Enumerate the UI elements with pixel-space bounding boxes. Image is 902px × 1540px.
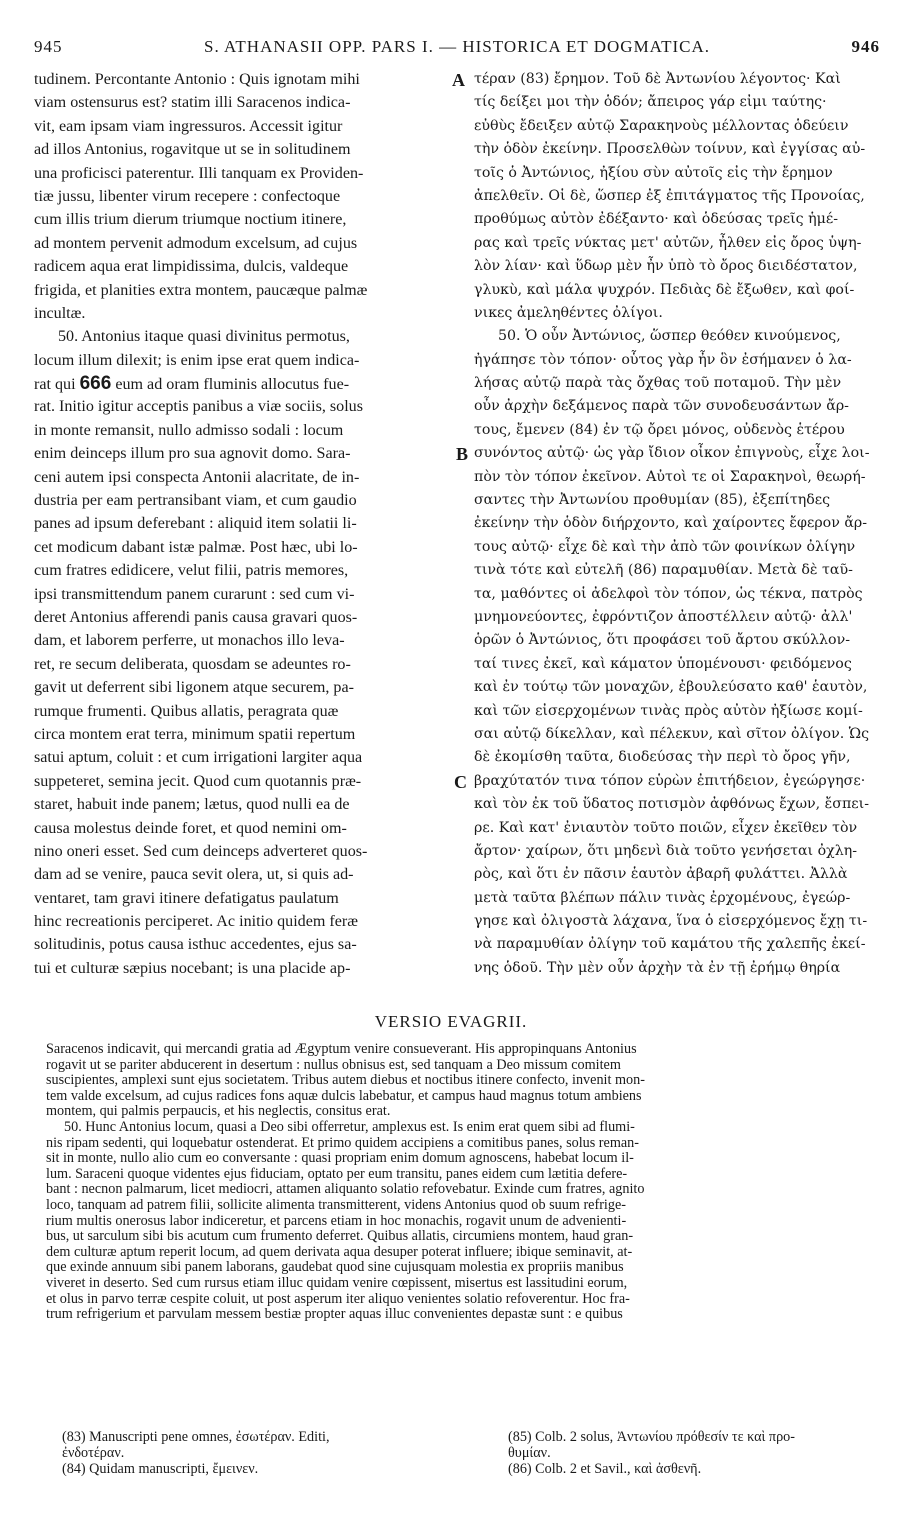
footnote-line: (83) Manuscripti pene omnes, ἐσωτέραν. Editi, <box>62 1429 330 1445</box>
greek-line: νης ὁδοῦ. Τὴν μὲν οὖν ἀρχὴν τὰ ἐν τῇ ἐρήμῳ θηρία <box>474 959 841 976</box>
versio-line: sit in monte, nullo alio cum eo conversante : quasi propriam enim domum agnoscens, habebat locum il- <box>46 1151 634 1167</box>
greek-line: πὸν τὸν τόπον ἐκεῖνον. Αὐτοὶ τε οἱ Σαρακηνοὶ, θεωρή- <box>474 468 866 485</box>
versio-line: montem, qui palmis perpaucis, et his neglectis, consitus erat. <box>46 1104 391 1120</box>
greek-line: 50. Ὁ οὖν Ἀντώνιος, ὥσπερ θεόθεν κινούμενος, <box>498 328 841 345</box>
latin-line: frigida, et planities extra montem, paucæque palmæ <box>34 281 368 299</box>
latin-line-with-column-number <box>34 372 454 395</box>
latin-line: cum illis trium dierum triumque noctium itinere, <box>34 211 347 229</box>
greek-line: τὴν ὁδὸν ἐκείνην. Προσελθὼν τοίνυν, καὶ ἐγγίσας αὐ- <box>474 141 866 158</box>
footnote-line: ἐνδοτέραν. <box>62 1445 125 1461</box>
latin-line: dam, et laborem perferre, ut monachos illo leva- <box>34 632 345 650</box>
greek-line: τινὰ τότε καὶ εὐτελῆ (86) παραμυθίαν. Μετὰ δὲ ταῦ- <box>474 562 853 579</box>
greek-line: προθύμως αὐτὸν ἐδέξαντο· καὶ ὁδεύσας τρεῖς ἡμέ- <box>474 211 839 228</box>
greek-line: οὖν ἀρχὴν δεξάμενος παρὰ τῶν συνοδευσάντων ἄρ- <box>474 398 849 415</box>
greek-line: καὶ ἐν τούτῳ τῶν μοναχῶν, ἐβουλεύσατο καθ' ἑαυτὸν, <box>474 679 868 696</box>
latin-line: enim deinceps illum pro sua agnovit domo. Sara- <box>34 445 351 463</box>
greek-column <box>474 68 884 980</box>
greek-line: ἐκείνην τὴν ὁδὸν διήρχοντο, καὶ χαίροντες ἔφερον ἄρ- <box>474 515 868 532</box>
versio-line: tem valde excelsum, ad cujus radices fons aquæ dulcis labebatur, et campus haud magnus totum ambiens <box>46 1088 642 1104</box>
versio-line: dem culturæ aptum reperit locum, ad quem derivata aqua desuper poterat influere; ibique seminavit, at- <box>46 1244 633 1260</box>
versio-line: Saracenos indicavit, qui mercandi gratia ad Ægyptum venire consueverant. His appropinquans Antonius <box>46 1042 637 1057</box>
latin-line: dustria per eam pertransibant viam, et cum gaudio <box>34 492 357 510</box>
footnote-line: (85) Colb. 2 solus, Ἀντωνίου πρόθεσίν τε καὶ προ- <box>508 1429 795 1445</box>
latin-line: cet modicum dabant istæ palmæ. Post hæc, ubi lo- <box>34 538 358 556</box>
latin-line: hinc recreationis perciperet. Ac initio quidem feræ <box>34 913 358 931</box>
versio-line: loco, tanquam ad patrem filii, sollicite alimenta transmitterent, videns Antonius quod ob suum refrige- <box>46 1197 626 1213</box>
latin-line: ventaret, tam gravi itinere defatigatus paulatum <box>34 889 339 907</box>
margin-letter-b: B <box>456 444 469 464</box>
greek-line: τίς δείξει μοι τὴν ὁδόν; ἄπειρος γάρ εἰμι ταύτης· <box>474 94 827 111</box>
greek-line: ὁρῶν ὁ Ἀντώνιος, ὅτι προφάσει τοῦ ἄρτου σκύλλον- <box>474 632 851 649</box>
latin-line: ret, re secum deliberata, quosdam se adeuntes ro- <box>34 655 351 673</box>
greek-line: τους, ἔμενεν (84) ἐν τῷ ὄρει μόνος, οὐδενὸς ἑτέρου <box>474 421 845 438</box>
latin-line: nino oneri esset. Sed cum deinceps adverteret quos- <box>34 842 368 860</box>
greek-line: ταί τινες ἐκεῖ, καὶ κάματον ὑπομένουσι· φειδόμενος <box>474 655 852 672</box>
versio-line: que exinde annuum sibi panem laborans, gaudebat quod sine cujusquam molestia ex propriis manibus <box>46 1260 624 1276</box>
latin-line: cum fratres edidicere, velut filii, patris memores, <box>34 562 349 580</box>
greek-line: βραχύτατόν τινα τόπον εὑρὼν ἐπιτήδειον, ἐγεώργησε· <box>474 772 866 789</box>
latin-line: ceni autem ipsi conspecta Antonii alacritate, de in- <box>34 468 360 486</box>
latin-line: circa montem erat terra, minimum spatii repertum <box>34 725 356 743</box>
latin-column <box>34 68 454 980</box>
greek-line: ἠγάπησε τὸν τόπον· οὗτος γὰρ ἦν ὃν ἐσήμανεν ὁ λα- <box>474 351 852 368</box>
footnote-line: (86) Colb. 2 et Savil., καὶ ἀσθενῆ. <box>508 1461 702 1477</box>
greek-line: μνημονεύοντες, ἐφρόντιζον ἀποστέλλειν αὐτῷ· ἀλλ' <box>474 608 853 625</box>
page-number-right: 946 <box>851 37 880 56</box>
greek-line: τοῖς ὁ Ἀντώνιος, ἠξίου σὺν αὐτοῖς εἰς τὴν ἔρημον <box>474 164 833 181</box>
greek-line: μετὰ ταῦτα βλέπων πάλιν τινὰς ἐρχομένους, ἐγεώρ- <box>474 889 851 906</box>
latin-line: causa molestus deinde foret, et quod nemini om- <box>34 819 347 837</box>
latin-line: solitudinis, potus causa isthuc accedentes, ejus sa- <box>34 936 357 954</box>
greek-line: ρὸς, καὶ ὅτι ἐν πᾶσιν ἑαυτὸν ἀβαρῆ φυλάττει. Ἀλλὰ <box>474 866 848 883</box>
margin-letter-c: C <box>454 772 467 792</box>
latin-line: gavit ut deferrent sibi ligonem atque securem, pa- <box>34 679 354 697</box>
greek-line: τους αὐτῷ· εἶχε δὲ καὶ τὴν ἀπὸ τῶν φοινίκων ὀλίγην <box>474 538 856 555</box>
latin-line: rat. Initio igitur acceptis panibus a viæ sociis, solus <box>34 398 363 416</box>
versio-line: suscipientes, amplexi sunt ejus societatem. Tribus autem diebus et noctibus itinere confecto, invenit mon- <box>46 1073 645 1089</box>
greek-line: σαντες τὴν Ἀντωνίου προθυμίαν (85), ἐξεπίτηδες <box>474 492 831 509</box>
latin-line: incultæ. <box>34 304 86 322</box>
versio-line: bant : necnon palmarum, licet mediocri, attamen aliquanto solatio refovebatur. Exinde cum fratres, agnito <box>46 1182 645 1198</box>
greek-line: ρε. Καὶ κατ' ἐνιαυτὸν τοῦτο ποιῶν, εἶχεν ἐκεῖθεν τὸν <box>474 819 858 836</box>
greek-line: καὶ τὸν ἐκ τοῦ ὕδατος ποτισμὸν ἀφθόνως ἔχων, ἔσπει- <box>474 796 870 813</box>
latin-line: ipsi transmittendum panem curarunt : sed cum vi- <box>34 585 355 603</box>
versio-line: rium multis onerosus labor indiceretur, et parcens etiam in hoc monachis, rogavit unum de advenienti- <box>46 1213 627 1229</box>
versio-line: viveret in deserto. Sed cum rursus etiam illuc quidam venire cœpissent, misertus est lassitudini eorum, <box>46 1275 628 1291</box>
running-head <box>34 36 880 58</box>
running-title: S. ATHANASII OPP. PARS I. — HISTORICA ET DOGMATICA. <box>204 37 710 56</box>
greek-line: λήσας αὐτῷ παρὰ τὰς ὄχθας τοῦ ποταμοῦ. Τὴν μὲν <box>474 375 842 392</box>
greek-line: συνόντος αὐτῷ· ὡς γὰρ ἴδιον οἶκον ἐπιγνοὺς, εἶχε λοι- <box>474 445 870 462</box>
latin-line: tiæ jussu, libenter virum recepere : confectoque <box>34 187 341 205</box>
section-title: VERSIO EVAGRII. <box>374 1012 528 1031</box>
greek-line: σαι αὐτῷ δίκελλαν, καὶ πέλεκυν, καὶ σῖτον ὀλίγον. Ὡς <box>474 725 870 742</box>
latin-line: viam ostensurus est? statim illi Saracenos indica- <box>34 94 351 112</box>
greek-line: τέραν (83) ἔρημον. Τοῦ δὲ Ἀντωνίου λέγοντος· Καὶ <box>474 71 841 87</box>
greek-line: γησε καὶ ὀλιγοστὰ λάχανα, ἵνα ὁ εἰσερχόμενος ἔχῃ τι- <box>474 913 868 930</box>
greek-line: νικες ἀμεληθέντες ὀλίγοι. <box>474 304 663 321</box>
latin-line: 50. Antonius itaque quasi divinitus permotus, <box>58 328 350 346</box>
versio-line: trum refrigerium et parvulam messem bestiæ propter aquas illuc convenientes depastæ sunt : e quibus <box>46 1307 623 1323</box>
latin-line: radicem aqua erat limpidissima, dulcis, valdeque <box>34 258 349 276</box>
greek-line: ἄρτον· χαίρων, ὅτι μηδενὶ διὰ τοῦτο γενήσεται ὀχλη- <box>474 842 858 859</box>
greek-line: ρας καὶ τρεῖς νύκτας μετ' αὐτῶν, ἦλθεν εἰς ὄρος ὑψη- <box>474 234 862 251</box>
footnotes-right <box>508 1429 888 1477</box>
greek-line: εὐθὺς ἔδειξεν αὐτῷ Σαρακηνοὺς μέλλοντας ὁδεύειν <box>474 117 849 134</box>
latin-line: satui aptum, coluit : et cum irrigationi largiter aqua <box>34 749 363 767</box>
latin-line: staret, habuit inde panem; lætus, quod nulli ea de <box>34 796 350 814</box>
latin-line: in monte remansit, nullo admisso sodali : locum <box>34 421 344 439</box>
latin-line: dam ad se venire, pauca sevit olera, ut, si quis ad- <box>34 866 354 884</box>
greek-line: λὸν λίαν· καὶ ὕδωρ μὲν ἦν ὑπὸ τὸ ὄρος διειδέστατον, <box>474 258 858 275</box>
versio-line: bus, ut sarculum sibi bis acutum cum frumento deferret. Quibus allatis, circumiens montem, haud gran- <box>46 1229 634 1245</box>
column-number: 666 <box>79 373 112 395</box>
versio-line: 50. Hunc Antonius locum, quasi a Deo sibi offerretur, amplexus est. Is enim erat quem sibi ad flumi- <box>64 1119 635 1135</box>
latin-line: ad montem pervenit admodum excelsum, ad cujus <box>34 234 358 252</box>
latin-line: vit, eam ipsam viam ingressuros. Accessit igitur <box>34 117 343 135</box>
greek-line: γλυκὺ, καὶ μάλα ψυχρόν. Πεδιὰς δὲ ἔξωθεν, καὶ φοί- <box>474 281 855 298</box>
greek-line: δὲ ἐκομίσθη ταῦτα, διοδεύσας τὴν περὶ τὸ ὄρος γῆν, <box>474 749 851 766</box>
latin-line: suppeteret, semina jecit. Quod cum quotannis præ- <box>34 772 362 790</box>
page-number-left: 945 <box>34 37 63 56</box>
versio-line: rogavit ut se pariter abducerent in desertum : nullus obnisus est, sed tanquam a Deo missum comitem <box>46 1057 621 1073</box>
latin-line: tudinem. Percontante Antonio : Quis ignotam mihi <box>34 71 360 88</box>
latin-line: una proficisci paterentur. Illi tanquam ex Providen- <box>34 164 364 182</box>
latin-line: rumque frumenti. Quibus allatis, peragrata quæ <box>34 702 339 720</box>
greek-line: νὰ παραμυθίαν ὀλίγην τοῦ καμάτου τῆς χαλεπῆς ἐκεί- <box>474 936 866 953</box>
greek-line: ἀπελθεῖν. Οἱ δὲ, ὥσπερ ἐξ ἐπιτάγματος τῆς Προνοίας, <box>474 187 865 204</box>
margin-letter-a: A <box>452 70 465 90</box>
latin-line: panes ad ipsum deferebant : aliquid item solatii li- <box>34 515 357 533</box>
latin-line: deret Antonius afferendi panis causa gravari quos- <box>34 608 358 626</box>
greek-line: τα, μαθόντες οἱ ἀδελφοὶ τὸν τόπον, ὡς τέκνα, πατρὸς <box>474 585 863 602</box>
versio-evagrii-text <box>46 1042 886 1323</box>
footnote-line: θυμίαν. <box>508 1445 551 1461</box>
versio-line: lum. Saraceni quoque videntes ejus fiduciam, optato per eum transitu, panes eidem cum lætitia defere- <box>46 1166 628 1182</box>
versio-line: et olus in parvo terræ cespite coluit, ut post asperum iter aliquo venientes solatio refoverentur. Hoc fra- <box>46 1291 630 1307</box>
latin-line: tui et culturæ sæpius nocebant; is una placide ap- <box>34 959 351 977</box>
versio-line: nis ripam sedenti, qui loquebatur ostenderat. Et primo quidem accipiens a comitibus panes, solus reman- <box>46 1135 639 1151</box>
latin-line-part: eum ad oram fluminis allocutus fue- <box>115 376 350 394</box>
footnote-line: (84) Quidam manuscripti, ἔμεινεν. <box>62 1461 259 1477</box>
latin-line: ad illos Antonius, rogavitque ut se in solitudinem <box>34 141 351 159</box>
latin-line-part: rat qui <box>34 376 76 394</box>
latin-line: locum illum dilexit; is enim ipse erat quem indica- <box>34 351 360 369</box>
footnotes-left <box>62 1429 472 1477</box>
greek-line: καὶ τῶν εἰσερχομένων τινὰς πρὸς αὐτὸν ἠξίωσε κομί- <box>474 702 863 719</box>
